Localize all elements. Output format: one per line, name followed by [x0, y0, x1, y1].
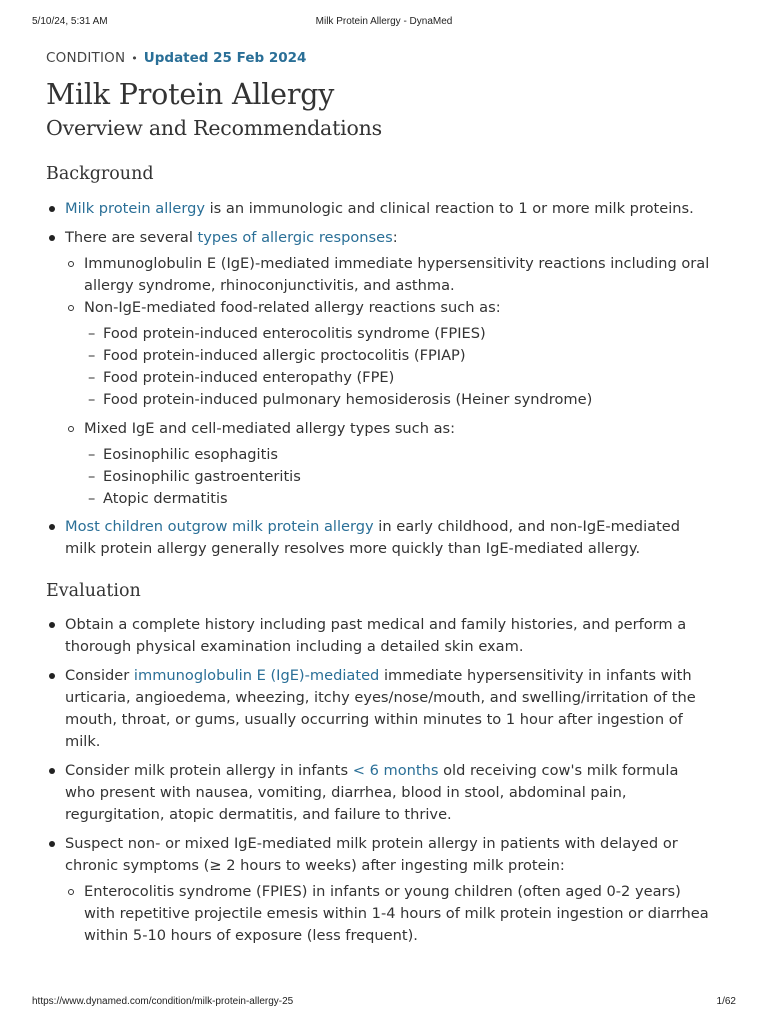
list-item: – Eosinophilic gastroenteritis — [84, 466, 710, 488]
meta-separator: • — [131, 52, 138, 65]
list-item: Suspect non- or mixed IgE-mediated milk protein allergy in patients with delayed or chronic symptoms (≥ 2 hours to weeks) after ingesting milk protein: Enterocolitis syndrome (FPIES) in infants or young children (often aged 0-2 years) with repetitive projectile emesis within 1-4 hours of milk protein ingestion or diarrhea within 5-10 hours of exposure (less frequent). — [46, 833, 710, 947]
list-item: Consider milk protein allergy in infants < 6 months old receiving cow's milk formula who present with nausea, vomiting, diarrhea, blood in stool, abdominal pain, regurgitation, atopic dermatitis, and failure to thrive. — [46, 760, 710, 826]
dash-icon: – — [88, 347, 96, 364]
bullet-icon — [49, 524, 55, 530]
list-item: Milk protein allergy is an immunologic and clinical reaction to 1 or more milk proteins. — [46, 198, 710, 220]
dash-icon: – — [88, 391, 96, 408]
print-datetime: 5/10/24, 5:31 AM — [32, 16, 108, 27]
list-item: Consider immunoglobulin E (IgE)-mediated immediate hypersensitivity in infants with urticaria, angioedema, wheezing, itchy eyes/nose/mouth, and swelling/irritation of the mouth, throat, or gums, usually occurring within minutes to 1 hour after ingestion of milk. — [46, 665, 710, 753]
dash-icon: – — [88, 369, 96, 386]
print-header — [32, 16, 736, 30]
print-url: https://www.dynamed.com/condition/milk-protein-allergy-25 — [32, 996, 294, 1007]
list-item: Mixed IgE and cell-mediated allergy types such as: – Eosinophilic esophagitis – Eosinophilic gastroenteritis – Atopic dermatitis — [65, 418, 710, 510]
link-under-6-months[interactable]: < 6 months — [352, 762, 439, 779]
list-item: – Atopic dermatitis — [84, 488, 710, 510]
article — [46, 48, 710, 947]
delayed-symptoms-list — [65, 881, 710, 947]
list-item: Obtain a complete history including past medical and family histories, and perform a thorough physical examination including a detailed skin exam. — [46, 614, 710, 658]
link-ige-mediated[interactable]: immunoglobulin E (IgE)-mediated — [133, 667, 380, 684]
list-item: – Food protein-induced enterocolitis syndrome (FPIES) — [84, 323, 710, 345]
print-footer — [32, 996, 736, 1010]
list-item: – Food protein-induced pulmonary hemosiderosis (Heiner syndrome) — [84, 389, 710, 411]
category-label: CONDITION — [46, 50, 126, 66]
print-tab-title: Milk Protein Allergy - DynaMed — [315, 16, 453, 27]
link-most-children-outgrow[interactable]: Most children outgrow milk protein allergy — [65, 518, 374, 535]
bullet-icon — [49, 841, 55, 847]
dash-icon: – — [88, 325, 96, 342]
mixed-ige-list — [84, 444, 710, 510]
circle-bullet-icon — [68, 261, 74, 267]
bullet-icon — [49, 768, 55, 774]
list-item: Immunoglobulin E (IgE)-mediated immediate hypersensitivity reactions including oral allergy syndrome, rhinoconjunctivitis, and asthma. — [65, 253, 710, 297]
background-list — [46, 198, 710, 560]
article-meta — [46, 48, 710, 68]
bullet-icon — [49, 673, 55, 679]
list-item: – Food protein-induced allergic proctocolitis (FPIAP) — [84, 345, 710, 367]
list-item: – Eosinophilic esophagitis — [84, 444, 710, 466]
list-item: Most children outgrow milk protein allergy in early childhood, and non-IgE-mediated milk protein allergy generally resolves more quickly than IgE-mediated allergy. — [46, 516, 710, 560]
list-item: – Food protein-induced enteropathy (FPE) — [84, 367, 710, 389]
dash-icon: – — [88, 468, 96, 485]
circle-bullet-icon — [68, 426, 74, 432]
dash-icon: – — [88, 446, 96, 463]
print-page-number: 1/62 — [716, 996, 736, 1007]
list-item: Enterocolitis syndrome (FPIES) in infants or young children (often aged 0-2 years) with repetitive projectile emesis within 1-4 hours of milk protein ingestion or diarrhea within 5-10 hours of exposure (less frequent). — [65, 881, 710, 947]
non-ige-list — [84, 323, 710, 411]
circle-bullet-icon — [68, 889, 74, 895]
circle-bullet-icon — [68, 305, 74, 311]
section-heading-background: Background — [46, 164, 154, 184]
list-item: Non-IgE-mediated food-related allergy reactions such as: – Food protein-induced enterocolitis syndrome (FPIES) – Food protein-induced allergic proctocolitis (FPIAP) – Food protein-induced enteropathy (FPE) – Food protein-induced pulmonary hemosiderosis (Heiner syndrome) — [65, 297, 710, 411]
page-subtitle: Overview and Recommendations — [46, 116, 382, 140]
bullet-icon — [49, 206, 55, 212]
list-item: There are several types of allergic responses: Immunoglobulin E (IgE)-mediated immediate hypersensitivity reactions including oral allergy syndrome, rhinoconjunctivitis, and asthma. Non-IgE-mediated food-related allergy reactions such as: – Food protein-induced enterocolitis syndrome (FPIES) – Food protein-induced allergic proctocolitis (FPIAP) – Food protein-induced enteropathy (FPE) – Food protein-induced pulmonary hemosiderosis (Heiner syndrome) Mixed IgE and cell-mediated allergy types such as: – Eosinophilic esophagitis – Eosinophilic gastroenteritis – Atopic dermatitis — [46, 227, 710, 510]
bullet-icon — [49, 235, 55, 241]
allergic-response-types-list — [65, 253, 710, 510]
page-title: Milk Protein Allergy — [46, 78, 335, 111]
dash-icon: – — [88, 490, 96, 507]
link-milk-protein-allergy[interactable]: Milk protein allergy — [65, 200, 205, 217]
link-types-of-allergic-responses[interactable]: types of allergic responses — [197, 229, 393, 246]
bullet-icon — [49, 622, 55, 628]
evaluation-list — [46, 614, 710, 947]
section-heading-evaluation: Evaluation — [46, 581, 141, 601]
updated-date: Updated 25 Feb 2024 — [143, 50, 307, 66]
